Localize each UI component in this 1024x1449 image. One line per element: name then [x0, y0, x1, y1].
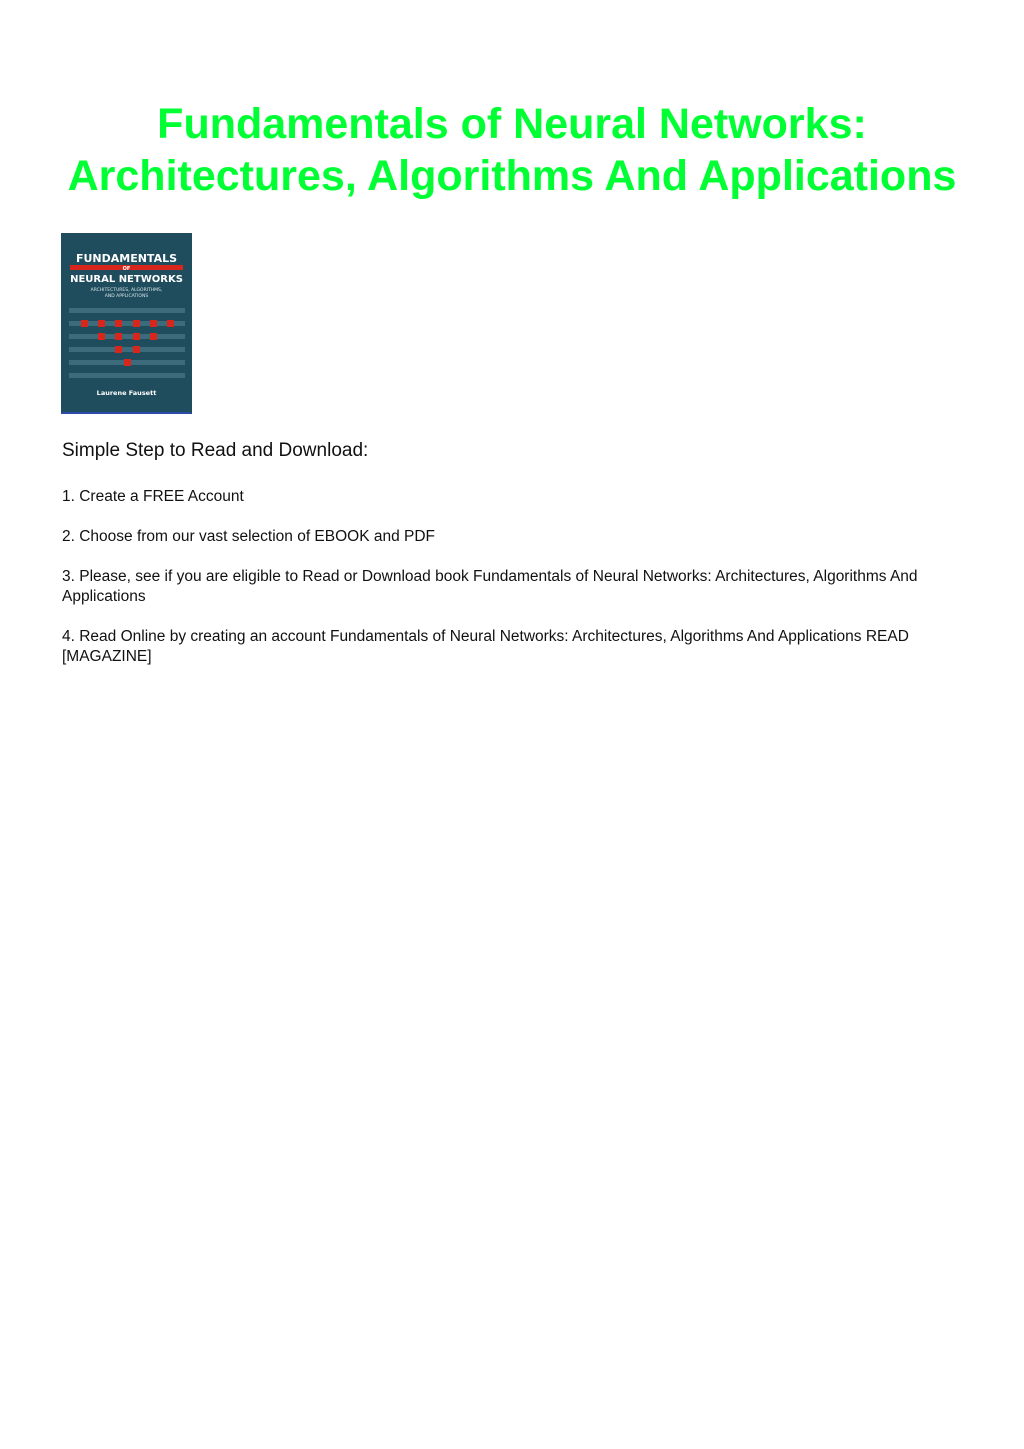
- steps-list: [62, 487, 972, 687]
- cover-bottom-border: [61, 412, 191, 414]
- cover-title-of: OF: [122, 266, 131, 272]
- cover-author: Laurene Fausett: [96, 389, 157, 397]
- cover-subtitle-line-1: ARCHITECTURES, ALGORITHMS,: [90, 288, 163, 293]
- page-title: [0, 98, 1024, 202]
- step-item-4: 4. Read Online by creating an account Fundamentals of Neural Networks: Architectures, Algorithms And Applications READ [MAGAZINE]: [62, 628, 909, 665]
- steps-heading: Simple Step to Read and Download:: [62, 440, 369, 461]
- step-item-3: 3. Please, see if you are eligible to Read or Download book Fundamentals of Neural Networks: Architectures, Algorithms And Applications: [62, 568, 918, 605]
- cover-title-line-1: FUNDAMENTALS: [75, 252, 178, 265]
- cover-title-line-2: NEURAL NETWORKS: [70, 274, 183, 285]
- page-title-line-1: Fundamentals of Neural Networks:: [157, 100, 867, 148]
- step-item-1: 1. Create a FREE Account: [62, 488, 244, 505]
- page-title-line-2: Architectures, Algorithms And Applications: [67, 152, 957, 200]
- book-cover-image: [61, 233, 192, 414]
- step-item-2: 2. Choose from our vast selection of EBOOK and PDF: [62, 528, 436, 545]
- cover-subtitle-line-2: AND APPLICATIONS: [104, 294, 149, 299]
